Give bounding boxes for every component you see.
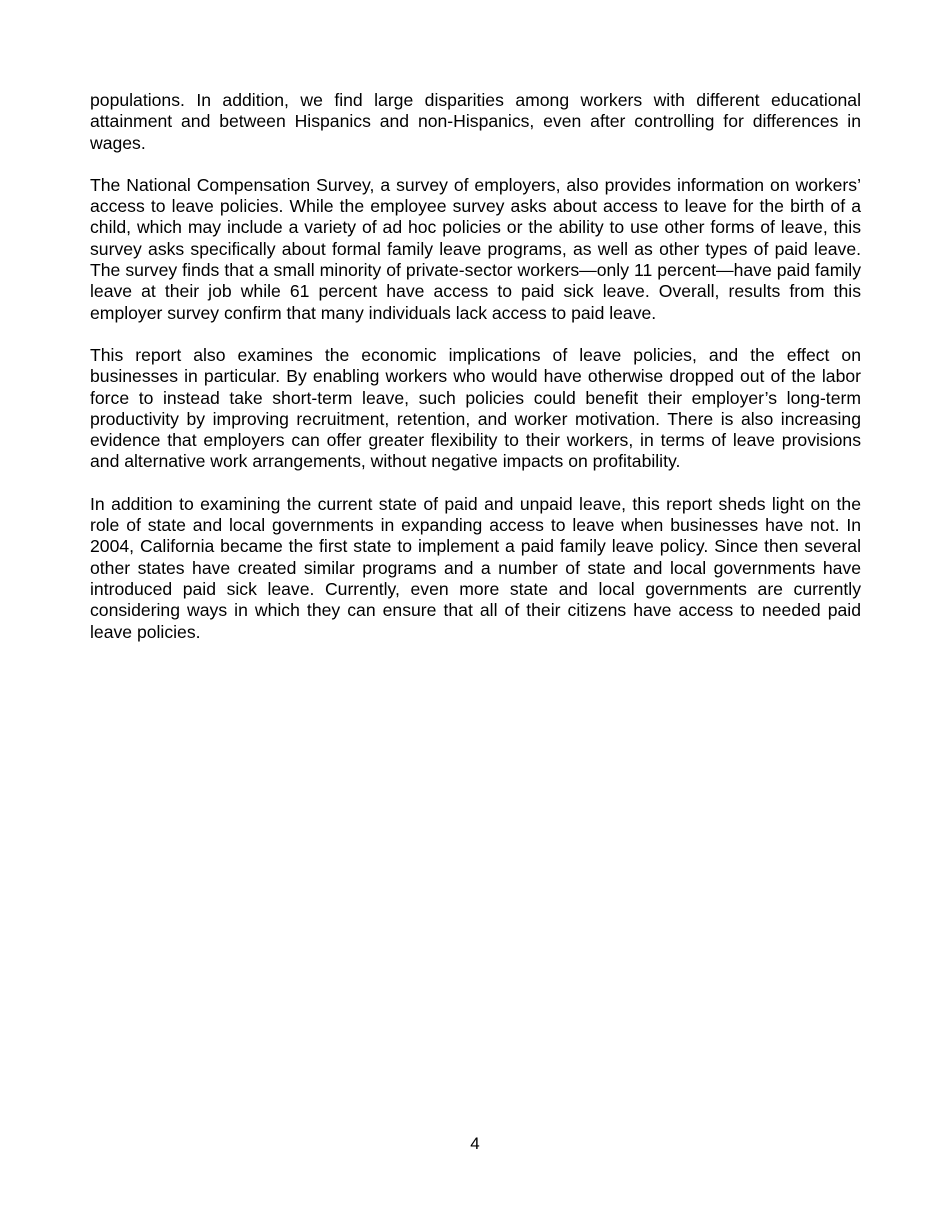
paragraph-2: The National Compensation Survey, a survey of employers, also provides information on workers’ access to leave policies. While the employee survey asks about access to leave for the birth of a child, which may include a variety of ad hoc policies or the ability to use other forms of leave, this survey asks specifically about formal family leave programs, as well as other types of paid leave. The survey finds that a small minority of private-sector workers—only 11 percent—have paid family leave at their job while 61 percent have access to paid sick leave. Overall, results from this employer survey confirm that many individuals lack access to paid leave. [90, 174, 861, 323]
page-number: 4 [470, 1134, 480, 1153]
paragraph-3: This report also examines the economic implications of leave policies, and the effect on businesses in particular. By enabling workers who would have otherwise dropped out of the labor force to instead take short-term leave, such policies could benefit their employer’s long-term productivity by improving recruitment, retention, and worker motivation. There is also increasing evidence that employers can offer greater flexibility to their workers, in terms of leave provisions and alternative work arrangements, without negative impacts on profitability. [90, 344, 861, 472]
paragraph-4: In addition to examining the current state of paid and unpaid leave, this report sheds light on the role of state and local governments in expanding access to leave when businesses have not. In 2004, California became the first state to implement a paid family leave policy. Since then several other states have created similar programs and a number of state and local governments have introduced paid sick leave. Currently, even more state and local governments are currently considering ways in which they can ensure that all of their citizens have access to needed paid leave policies. [90, 493, 861, 642]
paragraph-1: populations. In addition, we find large disparities among workers with different educational attainment and between Hispanics and non-Hispanics, even after controlling for differences in wages. [90, 90, 861, 153]
body-text [90, 90, 861, 664]
